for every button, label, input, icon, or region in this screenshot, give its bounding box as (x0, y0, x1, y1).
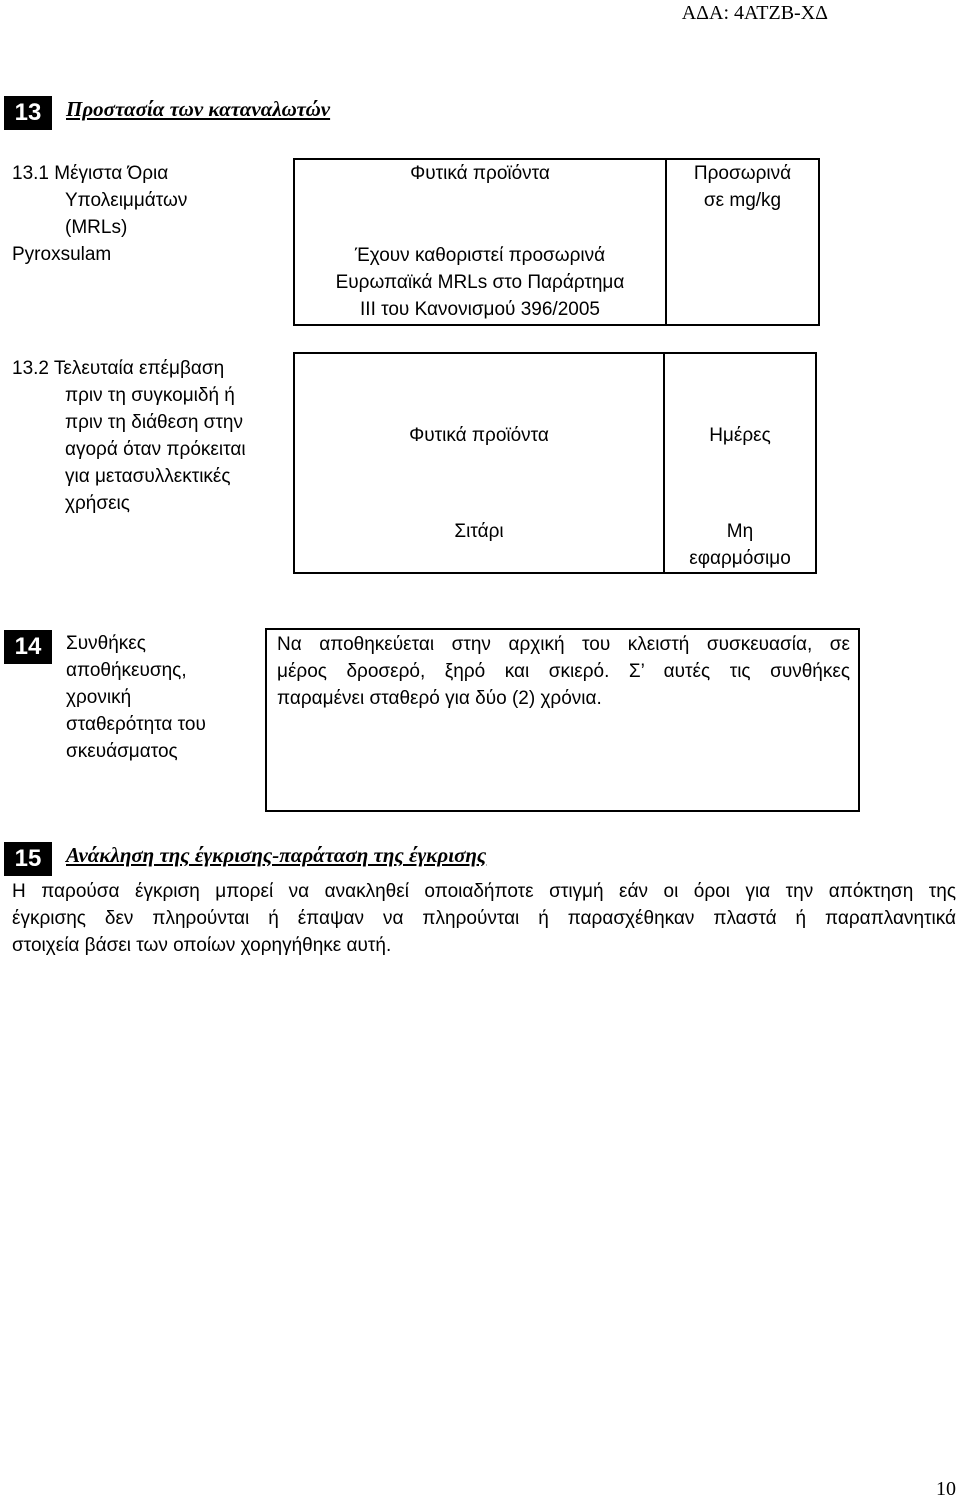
phi-crop: Σιτάρι (454, 521, 504, 542)
storage-label-line: χρονική (66, 687, 132, 708)
revocation-text-line: στοιχεία βάσει των οποίων χορηγήθηκε αυτή. (12, 935, 392, 956)
mrl-label (12, 160, 187, 268)
section-15-number: 15 (4, 842, 52, 876)
phi-label-line: για μετασυλλεκτικές (65, 466, 231, 487)
phi-label-line: χρήσεις (65, 493, 130, 514)
mrl-label-line: (MRLs) (65, 217, 128, 238)
storage-label-line: σκευάσματος (66, 741, 178, 762)
phi-label-line: αγορά όταν πρόκειται (65, 439, 246, 460)
mrl-col-note (295, 242, 665, 323)
phi-label-line: 13.2 Τελευταία επέμβαση (12, 358, 225, 379)
mrl-col-header: Φυτικά προϊόντα (410, 163, 550, 184)
page-number: 10 (936, 1478, 956, 1500)
phi-days-header: Ημέρες (709, 425, 771, 446)
phi-value-line: Μη (726, 521, 754, 542)
phi-value (665, 518, 815, 572)
revocation-text-line: Η παρούσα έγκριση μπορεί να ανακληθεί οποιαδήποτε στιγμή εάν οι όροι για την απόκτηση της (12, 881, 956, 902)
phi-label-line: πριν τη συγκομιδή ή (65, 385, 235, 406)
mrl-col-note-line: Έχουν καθοριστεί προσωρινά (354, 245, 606, 266)
storage-label (66, 630, 206, 765)
storage-text (277, 631, 850, 712)
mrl-unit-line: Προσωρινά (693, 163, 792, 184)
mrl-unit (667, 160, 818, 214)
storage-label-line: αποθήκευσης, (66, 660, 187, 681)
storage-label-line: σταθερότητα του (66, 714, 206, 735)
section-13-title: Προστασία των καταναλωτών (66, 97, 331, 121)
mrl-col-note-line: Ευρωπαϊκά MRLs στο Παράρτημα (335, 272, 625, 293)
mrl-label-line: Υπολειμμάτων (65, 190, 188, 211)
revocation-text-line: έγκρισης δεν πληρούνται ή έπαψαν να πληρούνται ή παρασχέθηκαν πλαστά ή παραπλανητικά (12, 908, 956, 929)
mrl-col-note-line: III του Κανονισμού 396/2005 (360, 299, 600, 320)
section-13-number: 13 (4, 96, 52, 130)
phi-value-line: εφαρμόσιμο (689, 548, 791, 569)
section-14-number: 14 (4, 630, 52, 664)
storage-text-line: μέρος δροσερό, ξηρό και σκιερό. Σ’ αυτές τις συνθήκες (277, 661, 850, 682)
section-15-title: Ανάκληση της έγκρισης-παράταση της έγκρισης (66, 843, 487, 867)
revocation-text (12, 878, 956, 959)
mrl-label-line: Pyroxsulam (12, 244, 112, 265)
mrl-unit-line: σε mg/kg (703, 190, 782, 211)
storage-label-line: Συνθήκες (66, 633, 146, 654)
mrl-label-line: 13.1 Μέγιστα Όρια (12, 163, 169, 184)
phi-label (12, 355, 246, 517)
ada-code: ΑΔΑ: 4ΑΤΖΒ-ΧΔ (681, 2, 828, 24)
phi-label-line: πριν τη διάθεση στην (65, 412, 243, 433)
storage-text-line: παραμένει σταθερό για δύο (2) χρόνια. (277, 688, 602, 709)
phi-col-header: Φυτικά προϊόντα (409, 425, 549, 446)
storage-text-line: Να αποθηκεύεται στην αρχική του κλειστή συσκευασία, σε (277, 634, 850, 655)
